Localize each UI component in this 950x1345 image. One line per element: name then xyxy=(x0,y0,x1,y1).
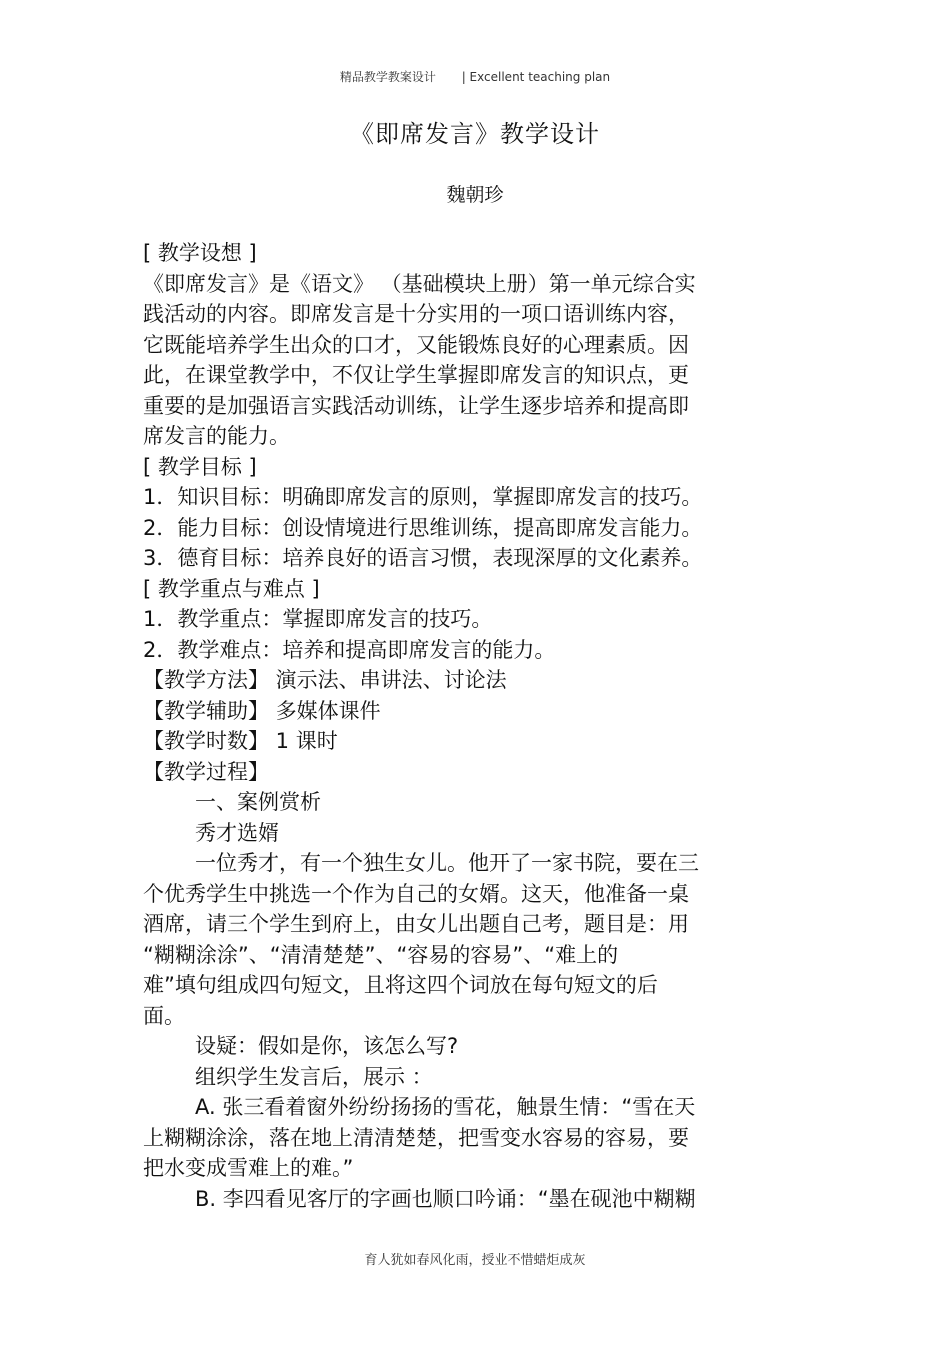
document-body xyxy=(143,238,783,1214)
subsection-heading: 一、案例赏析 xyxy=(195,790,321,814)
info-hours: 【教学时数】 1 课时 xyxy=(143,729,338,753)
header-right-text: | Excellent teaching plan xyxy=(461,70,611,84)
paragraph-line: 践活动的内容。即席发言是十分实用的一项口语训练内容， xyxy=(143,302,689,326)
list-item: 3．德育目标：培养良好的语言习惯，表现深厚的文化素养。 xyxy=(143,546,703,570)
paragraph-line: 面。 xyxy=(143,1003,185,1028)
section-heading-design: [ 教学设想 ] xyxy=(143,241,257,265)
document-author: 魏朝珍 xyxy=(446,184,504,206)
paragraph-line: 难”填句组成四句短文，且将这四个词放在每句短文的后 xyxy=(143,973,658,997)
paragraph-line: 《即席发言》是《语文》 （基础模块上册）第一单元综合实 xyxy=(143,271,696,296)
info-aids: 【教学辅助】 多媒体课件 xyxy=(143,698,381,723)
paragraph-line: 上糊糊涂涂，落在地上清清楚楚，把雪变水容易的容易，要 xyxy=(143,1125,689,1150)
list-item: 2．教学难点：培养和提高即席发言的能力。 xyxy=(143,637,556,662)
paragraph-line: 席发言的能力。 xyxy=(143,424,290,448)
page-footer: 育人犹如春风化雨，授业不惜蜡炬成灰 xyxy=(364,1253,586,1268)
paragraph-line: 个优秀学生中挑选一个作为自己的女婿。这天，他准备一桌 xyxy=(143,881,689,906)
document-title: 《即席发言》教学设计 xyxy=(350,120,600,148)
paragraph-line: A. 张三看着窗外纷纷扬扬的雪花，触景生情：“雪在天 xyxy=(195,1095,696,1119)
paragraph-line: “糊糊涂涂”、“清清楚楚”、“容易的容易”、“难上的 xyxy=(143,942,619,967)
story-title: 秀才选婿 xyxy=(195,820,279,845)
section-heading-process: 【教学过程】 xyxy=(143,759,269,784)
list-item: 1．教学重点：掌握即席发言的技巧。 xyxy=(143,607,493,631)
paragraph-line: 把水变成雪难上的难。” xyxy=(143,1156,354,1180)
list-item: 2．能力目标：创设情境进行思维训练，提高即席发言能力。 xyxy=(143,515,703,540)
header-left-text: 精品教学教案设计 xyxy=(339,70,436,84)
info-method: 【教学方法】 演示法、串讲法、讨论法 xyxy=(143,668,507,692)
paragraph-line: 组织学生发言后，展示 ： xyxy=(195,1064,433,1089)
paragraph-line: 重要的是加强语言实践活动训练，让学生逐步培养和提高即 xyxy=(143,393,689,418)
paragraph-line: B. 李四看见客厅的字画也顺口吟诵：“墨在砚池中糊糊 xyxy=(195,1186,696,1211)
section-heading-key-points: [ 教学重点与难点 ] xyxy=(143,576,320,601)
paragraph-line: 它既能培养学生出众的口才，又能锻炼良好的心理素质。因 xyxy=(143,332,689,357)
paragraph-line: 酒席，请三个学生到府上，由女儿出题自己考，题目是：用 xyxy=(143,912,689,936)
paragraph-line: 此，在课堂教学中，不仅让学生掌握即席发言的知识点，更 xyxy=(143,363,689,387)
list-item: 1．知识目标：明确即席发言的原则，掌握即席发言的技巧。 xyxy=(143,485,703,509)
section-heading-goals: [ 教学目标 ] xyxy=(143,454,257,479)
paragraph-line: 设疑：假如是你，该怎么写? xyxy=(195,1034,459,1058)
page-header xyxy=(0,68,950,85)
paragraph-line: 一位秀才，有一个独生女儿。他开了一家书院，要在三 xyxy=(195,851,699,875)
